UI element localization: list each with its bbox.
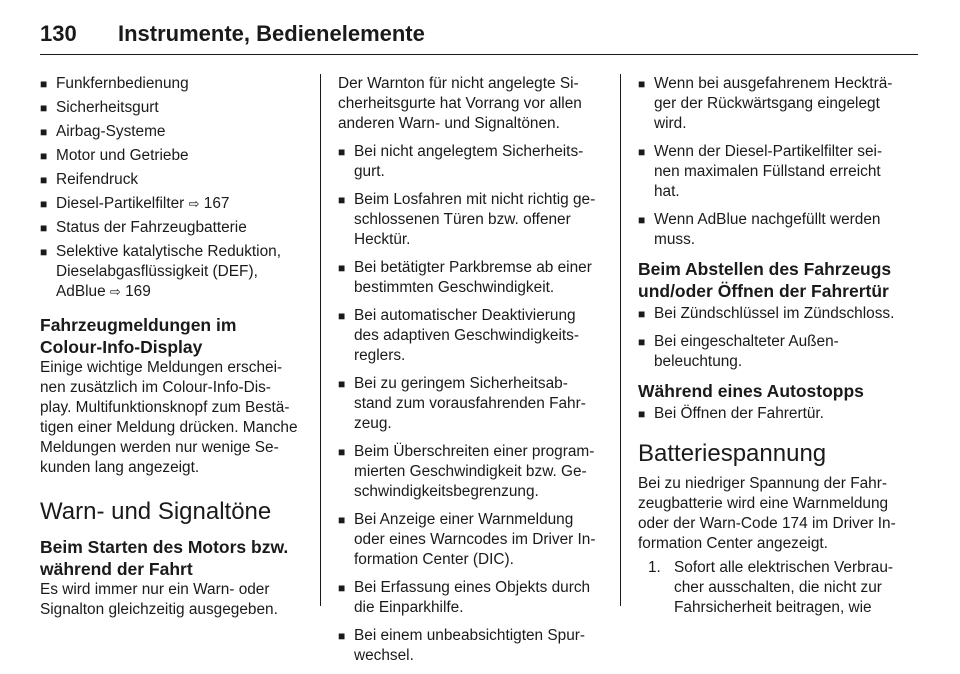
paragraph: Es wird immer nur ein Warn- oder Signalton gleichzeitig ausgegeben.: [40, 581, 278, 618]
column-divider: [620, 74, 621, 606]
paragraph: Bei zu niedriger Spannung der Fahr-zeugbatterie wird eine Warnmeldung oder der Warn-Code 174 im Driver In-formation Center angezeigt.: [638, 475, 896, 552]
warning-list: [638, 74, 903, 250]
warning-list: [638, 304, 903, 372]
column-1: [40, 74, 302, 620]
list-item: [638, 558, 903, 618]
page-ref-arrow-icon: ⇨: [188, 196, 200, 211]
list-item: ■ Funkfernbedienung: [40, 74, 302, 94]
step-list: [638, 558, 903, 618]
list-item: ■ Bei Öffnen der Fahrertür.: [638, 404, 903, 424]
step-number: 1.: [648, 559, 661, 576]
list-item: ■ Reifendruck: [40, 170, 302, 190]
list-item: ■ Bei eingeschalteter Außen-beleuchtung.: [638, 332, 903, 372]
column-3: [638, 74, 903, 618]
step-text: Sofort alle elektrischen Verbrau-cher ausschalten, die nicht zur Fahrsicherheit beitragen, wie: [674, 559, 894, 616]
list-item: ■ Bei Erfassung eines Objekts durch die Einparkhilfe.: [338, 578, 603, 618]
column-divider: [320, 74, 321, 606]
list-item: ■ Motor und Getriebe: [40, 146, 302, 166]
section-heading: Fahrzeugmeldungen im Colour-Info-Display: [40, 315, 237, 357]
page-number: 130: [40, 21, 77, 46]
warning-list: [638, 404, 903, 424]
warning-list: [338, 142, 603, 666]
list-item: ■ Selektive katalytische Reduktion, Dieselabgasflüssigkeit (DEF), AdBlue ⇨ 169: [40, 242, 302, 302]
list-item: ■ Beim Losfahren mit nicht richtig ge-schlossenen Türen bzw. offener Hecktür.: [338, 190, 603, 250]
chapter-heading: Batteriespannung: [638, 440, 827, 467]
list-item: ■ Wenn bei ausgefahrenem Heckträ-ger der Rückwärtsgang eingelegt wird.: [638, 74, 903, 134]
page-ref[interactable]: 169: [125, 283, 151, 300]
section-heading: Beim Abstellen des Fahrzeugs und/oder Öffnen der Fahrertür: [638, 259, 892, 301]
list-item: ■ Bei einem unbeabsichtigten Spur-wechsel.: [338, 626, 603, 666]
list-item: ■ Sicherheitsgurt: [40, 98, 302, 118]
column-2: [338, 74, 603, 674]
list-item: ■ Bei Anzeige einer Warnmeldung oder eines Warncodes im Driver In-formation Center (DIC).: [338, 510, 603, 570]
topic-list: [40, 74, 302, 302]
list-item: ■ Bei zu geringem Sicherheitsab-stand zum vorausfahrenden Fahr-zeug.: [338, 374, 603, 434]
list-item: ■ Bei nicht angelegtem Sicherheits-gurt.: [338, 142, 603, 182]
list-item: ■ Beim Überschreiten einer program-mierten Geschwindigkeit bzw. Ge-schwindigkeitsbegrenzung.: [338, 442, 603, 502]
page-ref[interactable]: 167: [203, 195, 230, 212]
chapter-heading: Warn- und Signaltöne: [40, 498, 272, 525]
list-item: ■ Bei Zündschlüssel im Zündschloss.: [638, 304, 903, 324]
page-ref-arrow-icon: ⇨: [109, 284, 121, 299]
section-heading: Beim Starten des Motors bzw. während der Fahrt: [40, 537, 289, 579]
list-item: ■ Wenn AdBlue nachgefüllt werden muss.: [638, 210, 903, 250]
page-title: Instrumente, Bedienelemente: [118, 21, 425, 46]
list-item: ■ Diesel-Partikelfilter ⇨ 167: [40, 194, 302, 214]
section-heading: Während eines Autostopps: [638, 381, 864, 401]
list-item: ■ Airbag-Systeme: [40, 122, 302, 142]
list-item: ■ Bei automatischer Deaktivierung des adaptiven Geschwindigkeits-reglers.: [338, 306, 603, 366]
list-item: ■ Status der Fahrzeugbatterie: [40, 218, 302, 238]
page-header: [40, 14, 918, 55]
list-item: ■ Wenn der Diesel-Partikelfilter sei-nen maximalen Füllstand erreicht hat.: [638, 142, 903, 202]
paragraph: Der Warnton für nicht angelegte Si-cherheitsgurte hat Vorrang vor allen anderen Warn- und Signaltönen.: [338, 75, 582, 132]
list-item: ■ Bei betätigter Parkbremse ab einer bestimmten Geschwindigkeit.: [338, 258, 603, 298]
paragraph: Einige wichtige Meldungen erschei-nen zusätzlich im Colour-Info-Dis-play. Multifunktionsknopf zum Bestä-tigen einer Meldung drücken. Manche Meldungen werden nur wenige Se-kunden lang angezeigt.: [40, 359, 298, 476]
